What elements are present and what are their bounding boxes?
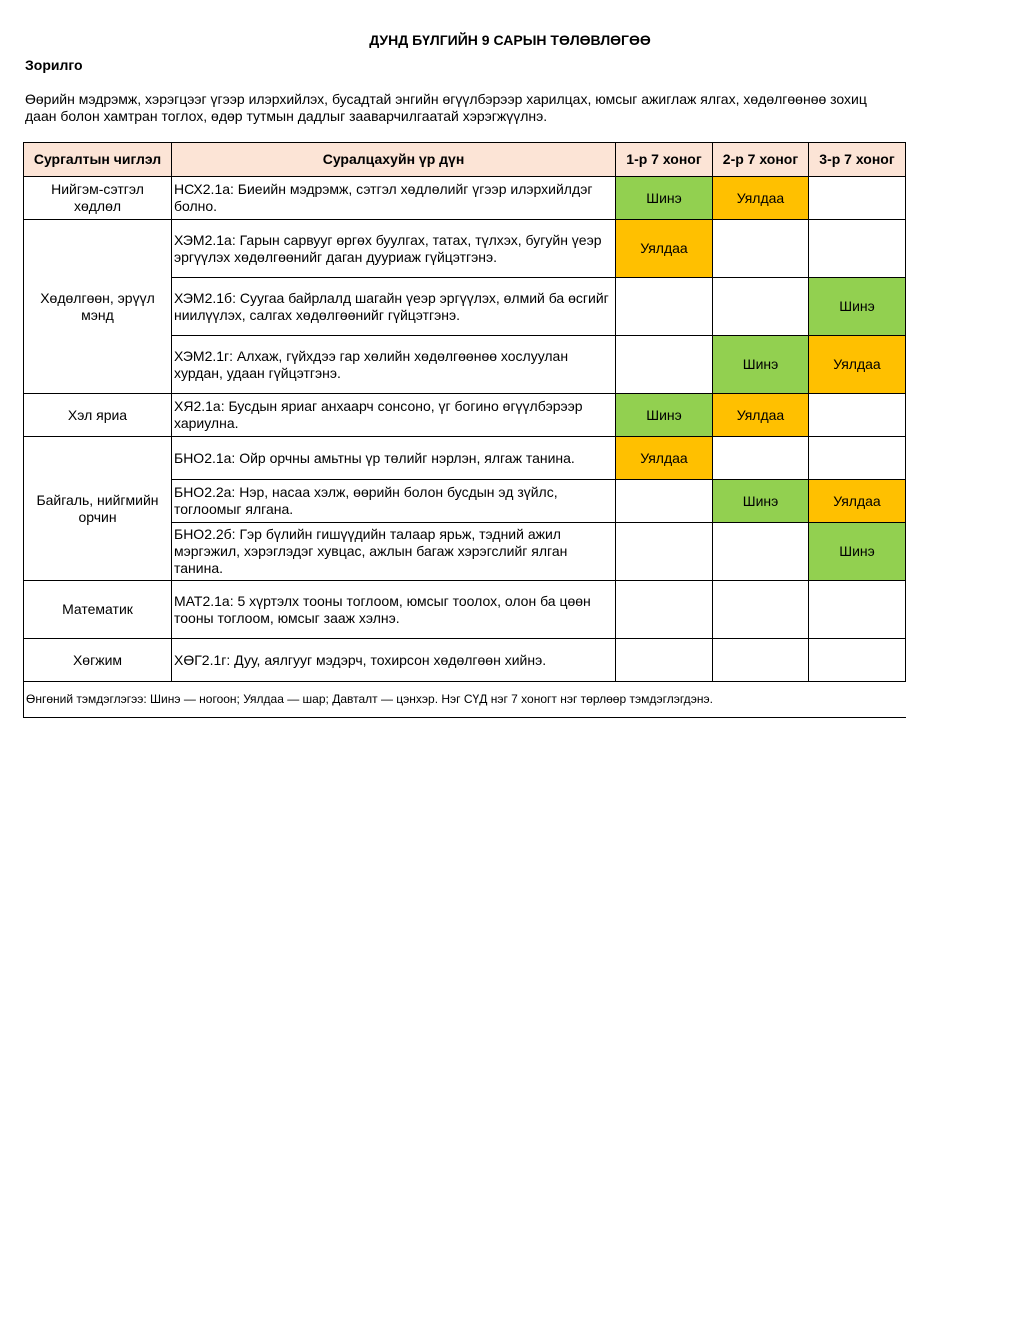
week-cell [809,177,906,220]
week-cell [809,437,906,480]
table-row [24,177,906,220]
legend-row [24,682,906,718]
week-cell [713,639,809,682]
week-cell [616,581,713,639]
week-cell [809,394,906,437]
week-cell: Шинэ [616,177,713,220]
week-cell: Уялдаа [616,437,713,480]
table-row [24,639,906,682]
area-cell: Байгаль, нийгмийн орчин [24,437,172,581]
table-row [24,394,906,437]
plan-table [23,142,906,718]
table-row [24,581,906,639]
outcome-cell: ХӨГ2.1г: Дуу, аялгууг мэдэрч, тохирсон хөдөлгөөн хийнэ. [172,639,616,682]
area-cell: Хэл яриа [24,394,172,437]
week-cell: Уялдаа [713,177,809,220]
outcome-cell: ХЭМ2.1б: Суугаа байрлалд шагайн үеэр эргүүлэх, өлмий ба өсгийг ниилүүлэх, салгах хөдөлгөөнийг гүйцэтгэнэ. [172,278,616,336]
outcome-cell: БНО2.2б: Гэр бүлийн гишүүдийн талаар ярьж, тэдний ажил мэргэжил, хэрэглэдэг хувцас, ажлын багаж хэрэгслийг ялган танина. [172,523,616,581]
header-week-2: 2-р 7 хоног [713,143,809,177]
outcome-cell: БНО2.2а: Нэр, насаа хэлж, өөрийн болон бусдын эд зүйлс, тоглоомыг ялгана. [172,480,616,523]
area-cell: Математик [24,581,172,639]
week-cell [616,639,713,682]
week-cell: Уялдаа [713,394,809,437]
outcome-cell: НСХ2.1а: Биеийн мэдрэмж, сэтгэл хөдлөлийг үгээр илэрхийлдэг болно. [172,177,616,220]
week-cell [616,523,713,581]
area-cell: Хөдөлгөөн, эрүүл мэнд [24,220,172,394]
week-cell [809,639,906,682]
outcome-cell: ХЭМ2.1а: Гарын сарвууг өргөх буулгах, татах, түлхэх, бугуйн үеэр эргүүлэх хөдөлгөөнийг даган дууриаж гүйцэтгэнэ. [172,220,616,278]
week-cell [616,480,713,523]
goal-line: Өөрийн мэдрэмж, хэрэгцээг үгээр илэрхийлэх, бусадтай энгийн өгүүлбэрээр харилцах, юмсыг ажиглаж ялгах, хөдөлгөөнөө зохиц [25,91,867,107]
header-week-3: 3-р 7 хоног [809,143,906,177]
table-row [24,220,906,278]
area-cell: Хөгжим [24,639,172,682]
week-cell [616,278,713,336]
week-cell: Шинэ [616,394,713,437]
legend-text: Өнгөний тэмдэглэгээ: Шинэ — ногоон; Уялдаа — шар; Давталт — цэнхэр. Нэг СҮД нэг 7 хоногт нэг төрлөөр тэмдэглэгдэнэ. [24,682,906,718]
week-cell [713,523,809,581]
goal-line: даан болон хамтран тоглох, өдөр тутмын дадлыг зааварчилгаатай хэрэгжүүлнэ. [25,108,548,124]
outcome-cell: ХЭМ2.1г: Алхаж, гүйхдээ гар хөлийн хөдөлгөөнөө хослуулан хурдан, удаан гүйцэтгэнэ. [172,336,616,394]
week-cell [713,437,809,480]
week-cell [809,220,906,278]
week-cell [713,220,809,278]
week-cell: Уялдаа [616,220,713,278]
page-title: ДУНД БҮЛГИЙН 9 САРЫН ТӨЛӨВЛӨГӨӨ [369,32,651,48]
table-header-row [24,143,906,177]
week-cell: Шинэ [809,523,906,581]
outcome-cell: МАТ2.1а: 5 хүртэлх тооны тоглоом, юмсыг тоолох, олон ба цөөн тооны тоглоом, юмсыг зааж хэлнэ. [172,581,616,639]
week-cell: Шинэ [809,278,906,336]
week-cell [616,336,713,394]
table-row [24,437,906,480]
week-cell [809,581,906,639]
week-cell [713,278,809,336]
area-cell: Нийгэм-сэтгэл хөдлөл [24,177,172,220]
week-cell: Уялдаа [809,336,906,394]
outcome-cell: БНО2.1а: Ойр орчны амьтны үр төлийг нэрлэн, ялгаж танина. [172,437,616,480]
outcome-cell: ХЯ2.1а: Бусдын яриаг анхаарч сонсоно, үг богино өгүүлбэрээр хариулна. [172,394,616,437]
week-cell [713,581,809,639]
goal-label: Зорилго [25,57,83,73]
week-cell: Уялдаа [809,480,906,523]
week-cell: Шинэ [713,336,809,394]
week-cell: Шинэ [713,480,809,523]
goal-text [25,91,905,127]
header-outcome: Суралцахуйн үр дүн [172,143,616,177]
header-week-1: 1-р 7 хоног [616,143,713,177]
header-area: Сургалтын чиглэл [24,143,172,177]
